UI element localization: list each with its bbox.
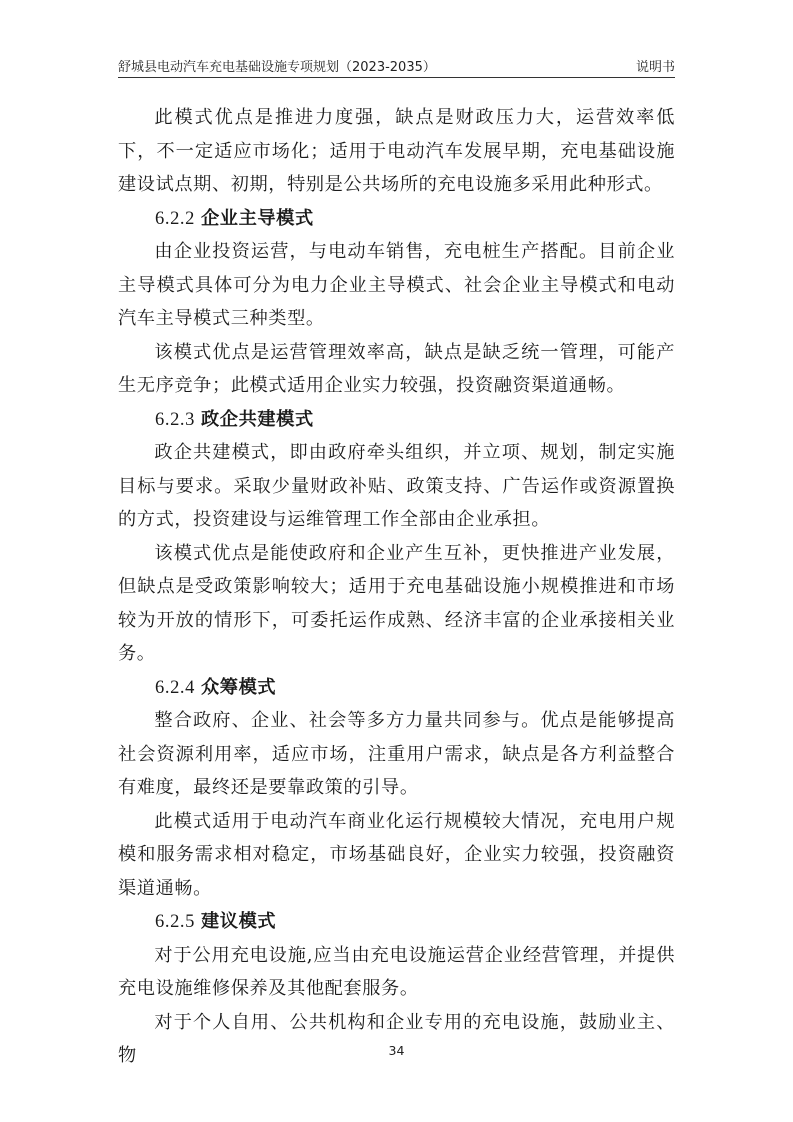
page-body — [118, 101, 675, 1073]
paragraph-6: 整合政府、企业、社会等多方力量共同参与。优点是能够提高社会资源利用率，适应市场，注重用户需求，缺点是各方利益整合有难度，最终还是要靠政策的引导。 — [118, 710, 675, 798]
section-title: 政企共建模式 — [201, 408, 314, 430]
paragraph-5: 该模式优点是能使政府和企业产生互补，更快推进产业发展，但缺点是受政策影响较大；适用于充电基础设施小规模推进和市场较为开放的情形下，可委托运作成熟、经济丰富的企业承接相关业务。 — [118, 542, 675, 664]
document-type-label: 说明书 — [635, 60, 675, 75]
paragraph-8: 对于公用充电设施,应当由充电设施运营企业经营管理，并提供充电设施维修保养及其他配套服务。 — [118, 944, 675, 999]
paragraph-9: 对于个人自用、公共机构和企业专用的充电设施，鼓励业主、物 — [118, 1011, 675, 1066]
section-number: 6.2.3 — [155, 409, 195, 430]
section-number: 6.2.5 — [155, 912, 195, 932]
paragraph-3: 该模式优点是运营管理效率高，缺点是缺乏统一管理，可能产生无序竞争；此模式适用企业实力较强，投资融资渠道通畅。 — [118, 341, 675, 396]
paragraph-4: 政企共建模式，即由政府牵头组织，并立项、规划，制定实施目标与要求。采取少量财政补贴、政策支持、广告运作或资源置换的方式，投资建设与运维管理工作全部由企业承担。 — [118, 442, 675, 530]
section-heading-6-2-3 — [118, 403, 675, 437]
section-heading-6-2-4 — [118, 671, 675, 705]
document-title: 舒城县电动汽车充电基础设施专项规划（2023-2035） — [118, 60, 436, 75]
header-rule — [118, 77, 675, 78]
page-number: 34 — [388, 1043, 405, 1058]
section-title: 企业主导模式 — [201, 207, 314, 229]
section-title: 建议模式 — [201, 911, 277, 932]
section-heading-6-2-2 — [118, 202, 675, 236]
section-heading-6-2-5 — [118, 905, 675, 939]
section-title: 众筹模式 — [201, 676, 277, 698]
section-number: 6.2.2 — [155, 208, 195, 229]
paragraph-2: 由企业投资运营，与电动车销售，充电桩生产搭配。目前企业主导模式具体可分为电力企业主导模式、社会企业主导模式和电动汽车主导模式三种类型。 — [118, 241, 675, 329]
section-number: 6.2.4 — [155, 677, 195, 698]
paragraph-1: 此模式优点是推进力度强，缺点是财政压力大，运营效率低下，不一定适应市场化；适用于电动汽车发展早期，充电基础设施建设试点期、初期，特别是公共场所的充电设施多采用此种形式。 — [118, 107, 675, 195]
paragraph-7: 此模式适用于电动汽车商业化运行规模较大情况，充电用户规模和服务需求相对稳定，市场基础良好，企业实力较强，投资融资渠道通畅。 — [118, 810, 675, 899]
